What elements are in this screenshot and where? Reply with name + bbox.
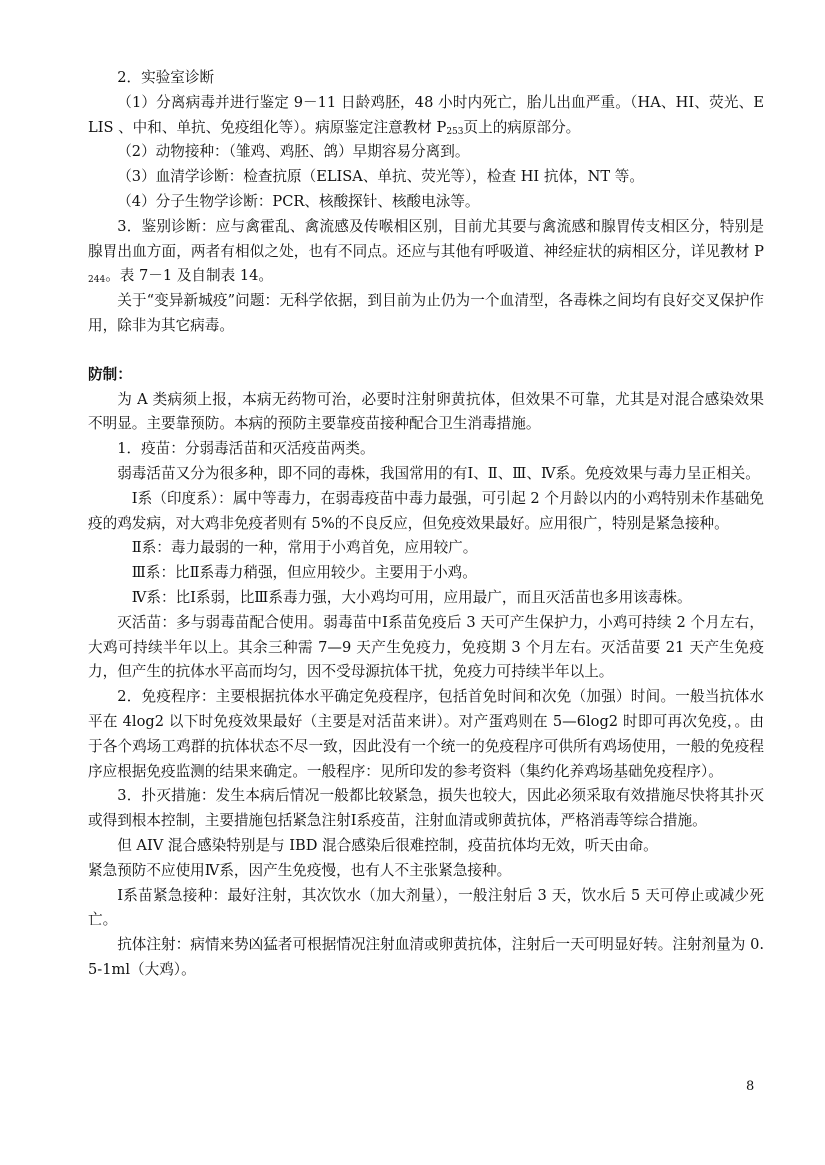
paragraph-eradication: 3．扑灭措施：发生本病后情况一般都比较紧急，损失也较大，因此必须采取有效措施尽快将其扑灭或得到根本控制，主要措施包括紧急注射Ⅰ系疫苗，注射血清或卵黄抗体，严格消毒等综合措施。 bbox=[88, 787, 764, 830]
paragraph-molecular-biology: （4）分子生物学诊断：PCR、核酸探针、核酸电泳等。 bbox=[117, 192, 480, 210]
paragraph-inactivated-vaccine: 灭活苗：多与弱毒苗配合使用。弱毒苗中Ⅰ系苗免疫后 3 天可产生保护力，小鸡可持续 2 个月左右，大鸡可持续半年以上。其余三种需 7—9 天产生免疫力，免疫期 3 个月左右。灭活苗要 21 天产生免疫力，但产生的抗体水平高而均匀，因不受母源抗体干扰，免疫力可持续半年以上。 bbox=[88, 613, 764, 681]
paragraph-mixed-infection: 但 AIV 混合感染特别是与 IBD 混合感染后很难控制，疫苗抗体均无效，听天由命。 bbox=[117, 836, 658, 854]
section-heading-lab-diagnosis: 2．实验室诊断 bbox=[117, 69, 215, 86]
paragraph-emergency-prevention: 紧急预防不应使用Ⅳ系，因产生免疫慢，也有人不主张紧急接种。 bbox=[88, 861, 512, 879]
document-page bbox=[88, 66, 764, 983]
paragraph-strain-1: Ⅰ系（印度系）：属中等毒力，在弱毒疫苗中毒力最强，可引起 2 个月龄以内的小鸡特别未作基础免疫的鸡发病，对大鸡非免疫者则有 5%的不良反应，但免疫效果最好。应用很广，特别是紧急接种。 bbox=[88, 489, 764, 532]
paragraph-serology: （3）血清学诊断：检查抗原（ELISA、单抗、荧光等），检查 HI 抗体，NT 等。 bbox=[117, 168, 644, 186]
paragraph-live-vaccine: 弱毒活苗又分为很多种，即不同的毒株，我国常用的有Ⅰ、Ⅱ、Ⅲ、Ⅳ系。免疫效果与毒力呈正相关。 bbox=[117, 464, 760, 482]
paragraph-virus-isolation: （1）分离病毒并进行鉴定 9－11 日龄鸡胚，48 小时内死亡，胎儿出血严重。（HA、HI、荧光、ELIS 、中和、单抗、免疫组化等）。病原鉴定注意教材 $P_{253}$页上的病原部分。 bbox=[88, 93, 764, 137]
section-heading-prevention: 防制： bbox=[88, 365, 132, 383]
paragraph-animal-inoculation: （2）动物接种：（雏鸡、鸡胚、鸽）早期容易分离到。 bbox=[117, 143, 470, 161]
paragraph-differential-diagnosis: 3．鉴别诊断：应与禽霍乱、禽流感及传喉相区别，目前尤其要与禽流感和腺胃传支相区分，特别是腺胃出血方面，两者有相似之处，也有不同点。还应与其他有呼吸道、神经症状的病相区分，详见教材 $P_{244}$。表 7－1 及自制表 14。 bbox=[88, 217, 764, 286]
paragraph-strain-3: Ⅲ系：比Ⅱ系毒力稍强，但应用较少。主要用于小鸡。 bbox=[131, 564, 477, 582]
paragraph-variant-ndv: 关于“变异新城疫”问题：无科学依据，到目前为止仍为一个血清型，各毒株之间均有良好交叉保护作用，除非为其它病毒。 bbox=[88, 292, 764, 334]
paragraph-strain-4: Ⅳ系：比Ⅰ系弱，比Ⅲ系毒力强，大小鸡均可用，应用最广，而且灭活苗也多用该毒株。 bbox=[131, 588, 692, 606]
paragraph-prevention-intro: 为 A 类病须上报，本病无药物可治，必要时注射卵黄抗体，但效果不可靠，尤其是对混合感染效果不明显。主要靠预防。本病的预防主要靠疫苗接种配合卫生消毒措施。 bbox=[88, 390, 764, 433]
paragraph-strain-2: Ⅱ系：毒力最弱的一种，常用于小鸡首免，应用较广。 bbox=[131, 539, 478, 557]
page-number: 8 bbox=[746, 1079, 755, 1094]
paragraph-emergency-vaccination: Ⅰ系苗紧急接种：最好注射，其次饮水（加大剂量），一般注射后 3 天，饮水后 5 天可停止或减少死亡。 bbox=[88, 886, 764, 929]
paragraph-vaccine-types: 1．疫苗：分弱毒活苗和灭活疫苗两类。 bbox=[117, 440, 375, 458]
paragraph-immunization-program: 2．免疫程序：主要根据抗体水平确定免疫程序，包括首免时间和次免（加强）时间。一般当抗体水平在 4log2 以下时免疫效果最好（主要是对活苗来讲）。对产蛋鸡则在 5—6log2 时即可再次免疫，。由于各个鸡场工鸡群的抗体状态不尽一致，因此没有一个统一的免疫程序可供所有鸡场使用，一般的免疫程序应根据免疫监测的结果来确定。一般程序：见所印发的参考资料（集约化养鸡场基础免疫程序）。 bbox=[88, 688, 764, 780]
paragraph-antibody-injection: 抗体注射：病情来势凶猛者可根据情况注射血清或卵黄抗体，注射后一天可明显好转。注射剂量为 0.5-1ml（大鸡）。 bbox=[88, 936, 764, 978]
